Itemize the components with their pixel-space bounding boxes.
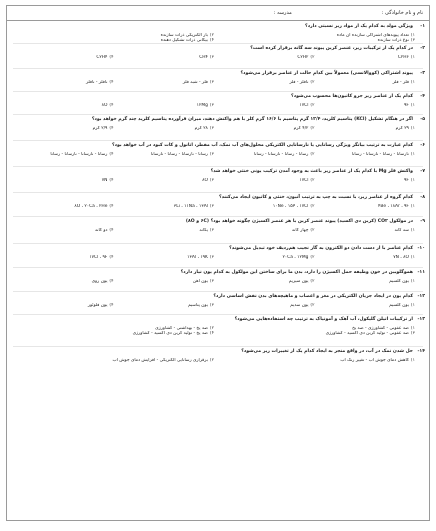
option-number: ۲) bbox=[310, 254, 315, 260]
answer-options bbox=[13, 279, 425, 285]
answer-option[interactable] bbox=[114, 126, 215, 132]
answer-option[interactable] bbox=[214, 204, 315, 210]
question-divider bbox=[13, 346, 423, 347]
option-text: ۷N bbox=[101, 177, 108, 183]
answer-option[interactable] bbox=[214, 255, 315, 261]
question-divider bbox=[13, 291, 423, 292]
option-number: ۱) bbox=[410, 254, 415, 260]
question-divider bbox=[13, 314, 423, 315]
question-stem bbox=[13, 317, 425, 323]
option-text: برقراری رسانایی الکتریکی - افزایش دمای جوش آب bbox=[112, 357, 208, 363]
question-5 bbox=[13, 117, 425, 131]
option-text: ۷N ، ۸O bbox=[393, 254, 409, 260]
question-divider bbox=[13, 114, 423, 115]
option-text: بیکانی ذرات تشکیل دهنده bbox=[160, 38, 208, 44]
option-number: ۳) bbox=[410, 38, 415, 44]
answer-option[interactable] bbox=[315, 303, 416, 309]
option-text: یون سدیم bbox=[290, 302, 309, 308]
question-text: پیوند اشتراکی (کووالانسی) معمولاً بین کدام حالت از عناصر برقرار می‌شود؟ bbox=[240, 71, 413, 76]
option-number: ۲) bbox=[310, 203, 315, 209]
option-text: ۹F bbox=[404, 177, 409, 183]
option-text: ضد عفونی - تولید کربن دی اکسید - کشاورزی bbox=[325, 331, 409, 337]
question-number: ۱۳- bbox=[417, 317, 425, 322]
question-text: ویژگی مولد به کدام یک از مواد زیر نسبتی دارد؟ bbox=[305, 24, 413, 29]
option-text: ضد عفونی - کشاورزی - ضد یخ bbox=[352, 325, 409, 331]
answer-option[interactable] bbox=[114, 279, 215, 285]
question-text: اگر در هنگام تشکیل (KCl) پتاسیم کلرید، ۱۲/۴ گرم پتاسیم با ۱۶/۶ گرم کلر با هم واکنش دهند، میزان فرآورده پتاسیم کلرید چند گرم خواهد بود؟ bbox=[91, 117, 413, 122]
option-text: ضد یخ - تولید کربن دی اکسید - کشاورزی bbox=[132, 331, 208, 337]
answer-option[interactable] bbox=[315, 255, 416, 261]
option-text: ۲۹ گرم bbox=[395, 125, 409, 131]
option-text: ۸O ، ۲۰Ca ، ۲He bbox=[74, 203, 108, 209]
question-10 bbox=[13, 246, 425, 260]
answer-option[interactable] bbox=[315, 228, 416, 234]
option-text: یون فلوئور bbox=[87, 302, 108, 308]
option-text: C۲H۶ bbox=[397, 54, 409, 60]
option-number: ۳) bbox=[410, 331, 415, 337]
answer-options bbox=[13, 80, 425, 86]
answer-option[interactable] bbox=[315, 103, 416, 109]
question-number: ۷- bbox=[420, 169, 425, 174]
answer-options bbox=[13, 126, 425, 132]
question-14 bbox=[13, 349, 425, 363]
option-text: نافلز - نافلز bbox=[85, 79, 108, 85]
question-text: کدام یک از عناصر زیر جزو کاتیون‌ها محسوب می‌شود؟ bbox=[291, 94, 413, 99]
answer-option[interactable] bbox=[13, 303, 114, 309]
question-divider bbox=[13, 192, 423, 193]
option-number: ۴) bbox=[109, 151, 114, 157]
answer-option[interactable] bbox=[13, 204, 114, 210]
option-number: ۲) bbox=[310, 302, 315, 308]
school-label: مدرسه : bbox=[273, 10, 292, 16]
answer-option[interactable] bbox=[114, 228, 215, 234]
option-text: تعداد پیوندهای اشتراکی سازنده آن ماده bbox=[336, 32, 409, 38]
answer-option[interactable] bbox=[315, 204, 416, 210]
answer-option[interactable] bbox=[13, 103, 114, 109]
answer-option[interactable] bbox=[13, 80, 114, 86]
answer-option[interactable] bbox=[214, 303, 315, 309]
option-text: چهار گانه bbox=[291, 227, 309, 233]
option-number: ۴) bbox=[109, 102, 114, 108]
question-number: ۱۴- bbox=[417, 349, 425, 354]
answer-option[interactable] bbox=[114, 255, 215, 261]
option-text: ۱۰Ne ، ۱۵P ، ۱۷Cl bbox=[272, 203, 309, 209]
question-number: ۹- bbox=[420, 219, 425, 224]
option-number: ۲) bbox=[310, 54, 315, 60]
question-text: حل شدن نمک در آب، در واقع منجر به ایجاد کدام یک از تغییرات زیر می‌شود؟ bbox=[241, 349, 413, 354]
answer-option[interactable] bbox=[214, 331, 415, 337]
question-2 bbox=[13, 46, 425, 60]
question-number: ۵- bbox=[420, 117, 425, 122]
option-number: ۱) bbox=[410, 32, 415, 38]
answer-option[interactable] bbox=[13, 126, 114, 132]
option-text: ۸O bbox=[202, 177, 208, 183]
option-number: ۲) bbox=[310, 278, 315, 284]
question-stem bbox=[13, 349, 425, 355]
option-text: ۱۷Cl bbox=[299, 177, 309, 183]
option-number: ۳) bbox=[209, 177, 214, 183]
question-divider bbox=[13, 243, 423, 244]
answer-option[interactable] bbox=[214, 126, 315, 132]
option-number: ۳) bbox=[209, 151, 214, 157]
option-number: ۳) bbox=[209, 254, 214, 260]
option-text: فلز - شبه فلز bbox=[182, 79, 208, 85]
question-stem bbox=[13, 71, 425, 77]
question-number: ۲- bbox=[420, 46, 425, 51]
answer-option[interactable] bbox=[114, 152, 215, 158]
answer-option[interactable] bbox=[315, 152, 416, 158]
question-number: ۸- bbox=[420, 195, 425, 200]
answer-option[interactable] bbox=[214, 178, 315, 184]
answer-option[interactable] bbox=[315, 126, 416, 132]
question-number: ۴- bbox=[420, 94, 425, 99]
option-text: سه گانه bbox=[394, 227, 409, 233]
question-text: از ترکیبات اتیلن گلیکول، آب آهک و آمونیاک به ترتیب چه استفاده‌هایی می‌شود؟ bbox=[234, 317, 413, 322]
answer-option[interactable] bbox=[13, 228, 114, 234]
option-text: نوع ذرات سازنده bbox=[377, 38, 409, 44]
student-name-label: نام و نام خانوادگی : bbox=[381, 10, 423, 16]
answer-option[interactable] bbox=[214, 80, 315, 86]
option-text: ۴/۲ گرم bbox=[293, 125, 309, 131]
answer-options bbox=[13, 152, 425, 158]
question-divider bbox=[13, 43, 423, 44]
option-text: دو گانه bbox=[94, 227, 108, 233]
option-text: یون کلسیم bbox=[389, 278, 409, 284]
option-number: ۲) bbox=[209, 357, 214, 363]
question-stem bbox=[13, 219, 425, 225]
question-number: ۱۲- bbox=[417, 294, 425, 299]
option-number: ۴) bbox=[109, 227, 114, 233]
question-number: ۱۰- bbox=[417, 246, 425, 251]
option-number: ۴) bbox=[109, 125, 114, 131]
answer-option[interactable] bbox=[315, 178, 416, 184]
answer-option[interactable] bbox=[13, 255, 114, 261]
option-number: ۲) bbox=[310, 125, 315, 131]
answer-options bbox=[13, 178, 425, 184]
question-divider bbox=[13, 166, 423, 167]
question-stem bbox=[13, 46, 425, 52]
option-number: ۴) bbox=[209, 38, 214, 44]
question-1 bbox=[13, 24, 425, 44]
option-text: C۲H۲ bbox=[297, 54, 309, 60]
option-text: ۲۸ گرم bbox=[194, 125, 208, 131]
option-number: ۴) bbox=[109, 302, 114, 308]
option-text: ضد یخ - بهداشتی - کشاورزی bbox=[155, 325, 208, 331]
question-12 bbox=[13, 294, 425, 308]
answer-option[interactable] bbox=[114, 80, 215, 86]
option-number: ۳) bbox=[209, 125, 214, 131]
answer-options bbox=[13, 358, 425, 364]
answer-option[interactable] bbox=[13, 331, 214, 337]
option-number: ۴) bbox=[109, 177, 114, 183]
option-text: یون پتاسیم bbox=[188, 302, 208, 308]
question-text: در کدام یک از ترکیبات زیر، عنصر کربن پیوند سه گانه برقرار کرده است؟ bbox=[250, 46, 413, 51]
option-text: یگانه bbox=[199, 227, 208, 233]
exam-page bbox=[6, 5, 430, 521]
option-text: رسانا - نارسانا - رسانا - نارسانا bbox=[150, 151, 208, 157]
option-text: رسانا - رسانا - نارسانا - رسانا bbox=[253, 151, 309, 157]
answer-option[interactable] bbox=[13, 55, 114, 61]
answer-option[interactable] bbox=[13, 358, 214, 364]
option-number: ۲) bbox=[310, 177, 315, 183]
option-number: ۲) bbox=[310, 151, 315, 157]
answer-option[interactable] bbox=[114, 303, 215, 309]
option-number: ۲) bbox=[310, 79, 315, 85]
option-number: ۱) bbox=[410, 79, 415, 85]
question-divider bbox=[13, 91, 423, 92]
option-text: نارسانا - رسانا - نارسانا - رسانا bbox=[351, 151, 409, 157]
answer-option[interactable] bbox=[13, 279, 114, 285]
option-number: ۴) bbox=[109, 54, 114, 60]
answer-option[interactable] bbox=[214, 358, 415, 364]
question-4 bbox=[13, 94, 425, 108]
option-number: ۱) bbox=[410, 227, 415, 233]
question-3 bbox=[13, 71, 425, 85]
option-text: کاهش دمای جوش آب - تغییر رنگ آب bbox=[340, 357, 409, 363]
option-number: ۳) bbox=[209, 54, 214, 60]
option-number: ۲) bbox=[310, 227, 315, 233]
option-number: ۴) bbox=[109, 254, 114, 260]
question-stem bbox=[13, 294, 425, 300]
answer-option[interactable] bbox=[315, 55, 416, 61]
question-divider bbox=[13, 140, 423, 141]
answer-options bbox=[13, 303, 425, 309]
answer-options bbox=[13, 255, 425, 261]
question-stem bbox=[13, 94, 425, 100]
question-text: کدام یون در ایجاد جریان الکتریکی در مغز و اعصاب و ماهیچه‌های بدن نقش اساسی دارد؟ bbox=[213, 294, 413, 299]
option-text: ۳Li ، ۱۱Na ، ۱۳Al bbox=[173, 203, 208, 209]
question-stem bbox=[13, 195, 425, 201]
option-text: C۲H۴ bbox=[96, 54, 108, 60]
option-number: ۴) bbox=[209, 331, 214, 337]
option-number: ۲) bbox=[310, 102, 315, 108]
question-11 bbox=[13, 270, 425, 284]
answer-option[interactable] bbox=[214, 103, 315, 109]
answer-option[interactable] bbox=[315, 80, 416, 86]
question-6 bbox=[13, 143, 425, 157]
question-text: واکنش فلز Mg با کدام یک از عناصر زیر باعث به وجود آمدن ترکیب یونی خنثی خواهد شد؟ bbox=[210, 169, 413, 174]
option-number: ۱) bbox=[410, 325, 415, 331]
option-text: ۹F bbox=[404, 102, 409, 108]
answer-option[interactable] bbox=[315, 279, 416, 285]
option-text: CH۴ bbox=[199, 54, 208, 60]
option-text: ۲/۹ گرم bbox=[92, 125, 108, 131]
option-text: نافلز - فلز bbox=[289, 79, 309, 85]
option-number: ۳) bbox=[209, 203, 214, 209]
option-text: ۱۳Al ، ۱۹K bbox=[187, 254, 208, 260]
option-number: ۱) bbox=[410, 357, 415, 363]
option-text: ۱۷Cl bbox=[299, 102, 309, 108]
option-number: ۴) bbox=[109, 203, 114, 209]
option-text: ۱۷Cl ، ۹F bbox=[89, 254, 108, 260]
option-text: ۴Be ، ۱۸Ar ، ۹F bbox=[378, 203, 409, 209]
option-text: ۱۲Mg bbox=[196, 102, 208, 108]
question-9 bbox=[13, 219, 425, 233]
option-number: ۱) bbox=[410, 203, 415, 209]
answer-option[interactable] bbox=[114, 204, 215, 210]
answer-option[interactable] bbox=[13, 152, 114, 158]
answer-option[interactable] bbox=[114, 55, 215, 61]
option-number: ۱) bbox=[410, 177, 415, 183]
option-number: ۲) bbox=[209, 325, 214, 331]
question-number: ۶- bbox=[420, 143, 425, 148]
answer-options bbox=[13, 103, 425, 109]
option-number: ۱) bbox=[410, 125, 415, 131]
answer-option[interactable] bbox=[214, 228, 315, 234]
question-divider bbox=[13, 68, 423, 69]
question-stem bbox=[13, 270, 425, 276]
option-number: ۱) bbox=[410, 302, 415, 308]
question-divider bbox=[13, 267, 423, 268]
option-number: ۱) bbox=[410, 151, 415, 157]
answer-option[interactable] bbox=[214, 55, 315, 61]
answer-option[interactable] bbox=[214, 279, 315, 285]
option-number: ۳) bbox=[209, 278, 214, 284]
question-text: کدام عناصر با از دست دادن دو الکترون به گاز نجیب هم‌ردیف خود تبدیل می‌شوند؟ bbox=[229, 246, 413, 251]
answer-option[interactable] bbox=[13, 178, 114, 184]
question-text: کدام عبارت به ترتیب بیانگر ویژگی رسانایی یا نارسانایی الکتریکی محلول‌های آب نمک، آب مقطر، اتانول و کات کبود در آب خواهد بود؟ bbox=[112, 143, 413, 148]
question-text: کدام گروه از عناصر زیر، با نسبت به چپ به ترتیب آنیون، خنثی و کاتیون ایجاد می‌کنند؟ bbox=[218, 195, 413, 200]
option-text: یون روی bbox=[91, 278, 108, 284]
option-text: ۲۰Ca ، ۱۲Mg bbox=[282, 254, 309, 260]
option-number: ۳) bbox=[209, 227, 214, 233]
question-text: در مولکول CO۲ (کربن دی اکسید) پیوند عنصر کربن با هر عنصر اکسیژن چگونه خواهد بود؟ (۶C و ۸O) bbox=[185, 219, 413, 224]
option-text: بار الکتریکی ذرات سازنده bbox=[160, 32, 208, 38]
answer-options bbox=[13, 204, 425, 210]
question-13 bbox=[13, 317, 425, 337]
option-text: فلز - فلز bbox=[392, 79, 409, 85]
option-number: ۲) bbox=[209, 32, 214, 38]
question-number: ۳- bbox=[420, 71, 425, 76]
option-text: یون کلسیم bbox=[389, 302, 409, 308]
option-text: رسانا - نارسانا - نارسانا - رسانا bbox=[50, 151, 108, 157]
option-number: ۴) bbox=[109, 278, 114, 284]
option-number: ۱) bbox=[410, 54, 415, 60]
question-number: ۱۱- bbox=[417, 270, 425, 275]
answer-options bbox=[13, 326, 425, 337]
exam-header bbox=[7, 6, 429, 21]
option-number: ۳) bbox=[209, 102, 214, 108]
question-divider bbox=[13, 216, 423, 217]
question-stem bbox=[13, 143, 425, 149]
option-number: ۱) bbox=[410, 278, 415, 284]
question-stem bbox=[13, 169, 425, 175]
question-7 bbox=[13, 169, 425, 183]
option-text: یون منیزیم bbox=[288, 278, 309, 284]
answer-options bbox=[13, 55, 425, 61]
answer-options bbox=[13, 228, 425, 234]
question-text: هموگلوبین در خون وظیفه حمل اکسیژن را دارد، بدن ما برای ساختن این مولکول به کدام یون نیاز دارد؟ bbox=[180, 270, 413, 275]
question-stem bbox=[13, 24, 425, 30]
question-stem bbox=[13, 246, 425, 252]
answer-option[interactable] bbox=[114, 178, 215, 184]
answer-option[interactable] bbox=[214, 152, 315, 158]
question-8 bbox=[13, 195, 425, 209]
option-number: ۱) bbox=[410, 102, 415, 108]
option-text: یون آهن bbox=[192, 278, 208, 284]
option-number: ۴) bbox=[109, 79, 114, 85]
option-text: ۸O bbox=[101, 102, 108, 108]
option-number: ۳) bbox=[209, 79, 214, 85]
answer-option[interactable] bbox=[114, 103, 215, 109]
option-number: ۳) bbox=[209, 302, 214, 308]
question-number: ۱- bbox=[420, 24, 425, 29]
question-stem bbox=[13, 117, 425, 123]
